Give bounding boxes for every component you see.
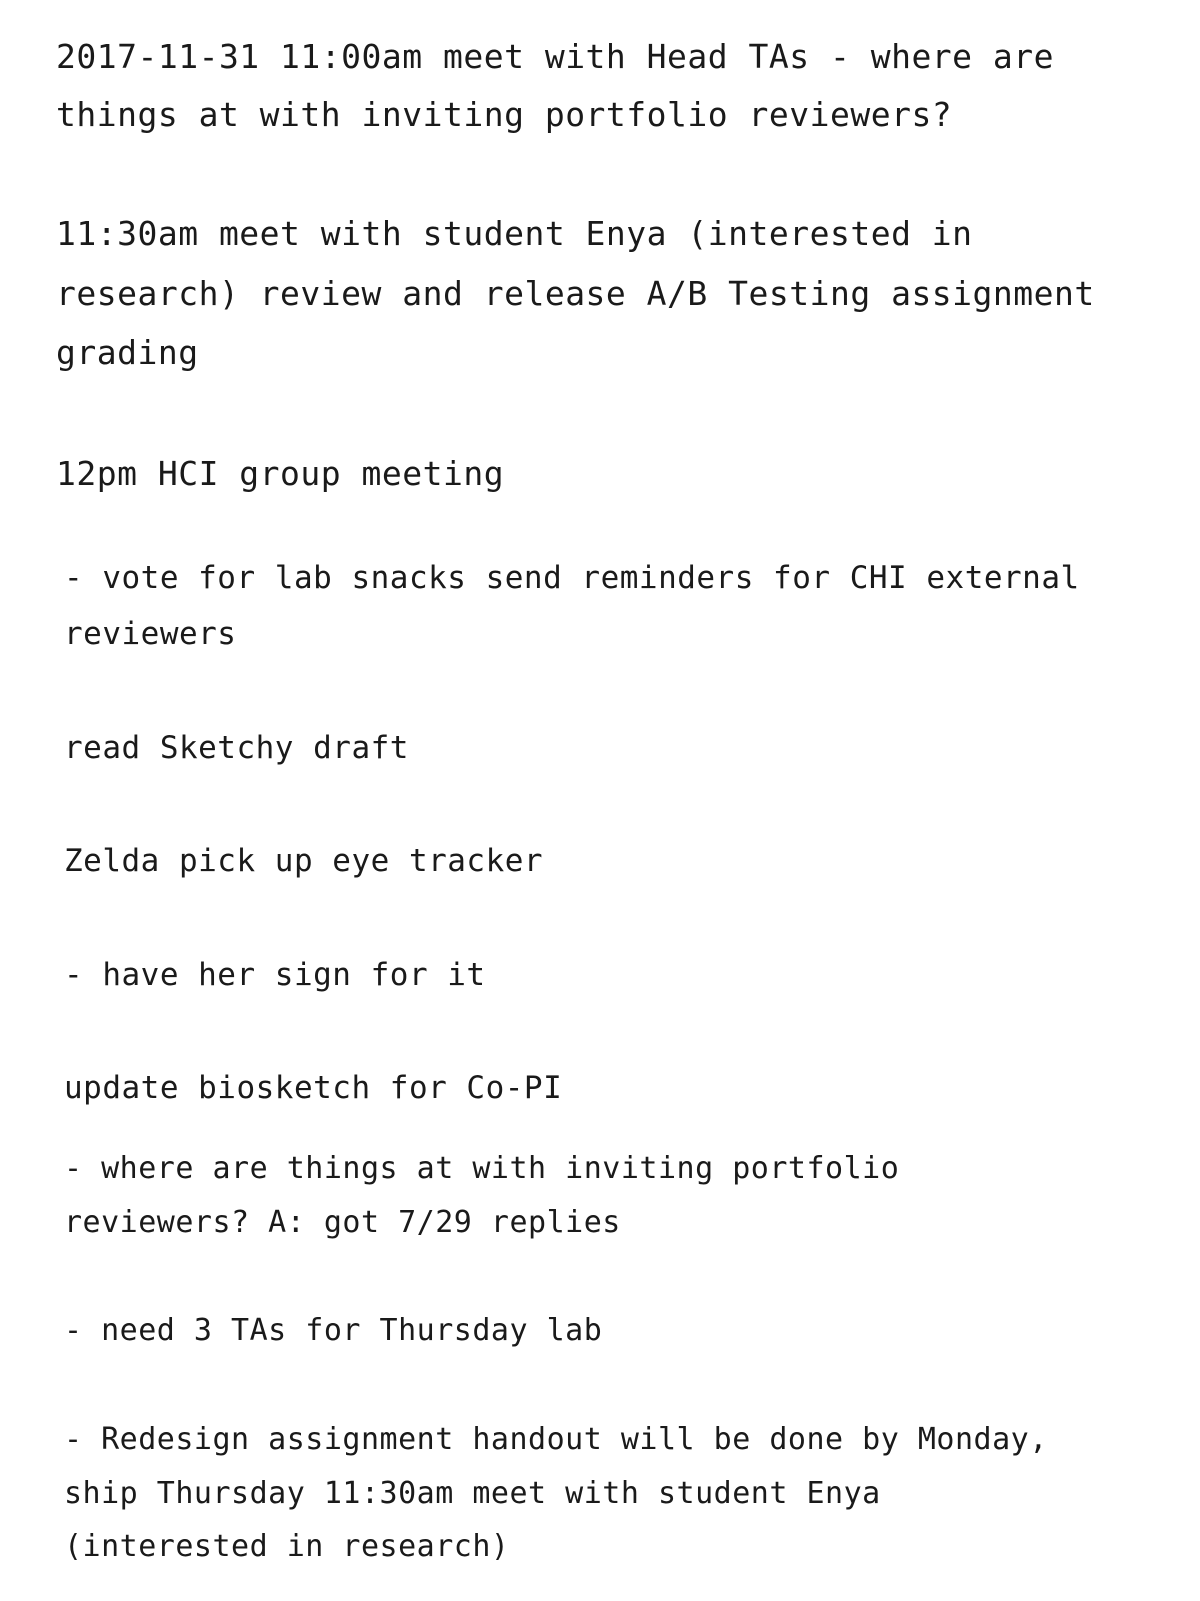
note-line: - where are things at with inviting portfolio <box>64 1151 900 1186</box>
note-line: ship Thursday 11:30am meet with student Enya <box>64 1476 881 1511</box>
note-line: Zelda pick up eye tracker <box>64 843 544 879</box>
note-line: (interested in research) <box>64 1529 510 1564</box>
note-line: research) review and release A/B Testing assignment <box>56 274 1095 313</box>
note-line: - vote for lab snacks send reminders for CHI external <box>64 560 1080 596</box>
note-line: update biosketch for Co-PI <box>64 1070 563 1106</box>
note-line: things at with inviting portfolio reviewers? <box>56 95 953 134</box>
note-line: reviewers <box>64 616 237 652</box>
note-line: - Redesign assignment handout will be done by Monday, <box>64 1422 1048 1457</box>
note-line: read Sketchy draft <box>64 730 409 766</box>
note-line: - need 3 TAs for Thursday lab <box>64 1313 603 1348</box>
note-line: 2017-11-31 11:00am meet with Head TAs - where are <box>56 37 1055 76</box>
note-line: 12pm HCI group meeting <box>56 454 505 493</box>
note-line: - have her sign for it <box>64 957 486 993</box>
note-line: reviewers? A: got 7/29 replies <box>64 1205 621 1240</box>
note-line: 11:30am meet with student Enya (interested in <box>56 214 973 253</box>
note-line: grading <box>56 333 199 372</box>
